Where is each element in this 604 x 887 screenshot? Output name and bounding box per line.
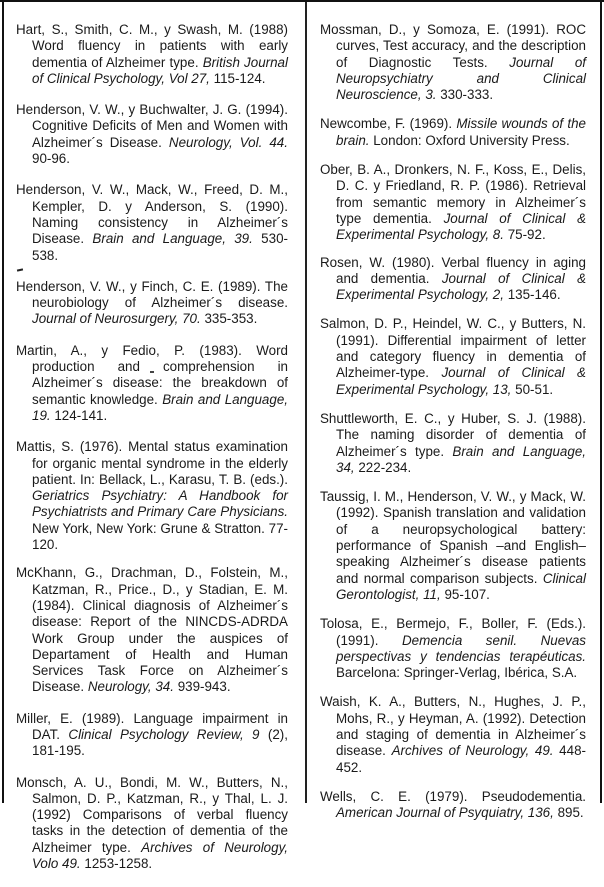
reference-entry: Taussig, I. M., Henderson, V. W., y Mack, W. (1992). Spanish translation and validation of a neuropsychological battery: performance of Spanish –and English– speaking Alzheimer´s disease patients and normal comparison subjects. Clinical Gerontologist, 11, 95-107. [320,489,586,602]
page-border-left [2,2,4,803]
reference-entry: Mossman, D., y Somoza, E. (1991). ROC curves, Test accuracy, and the description of Diagnostic Tests. Journal of Neuropsychiatry and Clinical Neuroscience, 3. 330-333. [320,22,586,103]
left-column [16,22,288,887]
reference-entry: Shuttleworth, E. C., y Huber, S. J. (1988). The naming disorder of dementia of Alzheimer´s type. Brain and Language, 34, 222-234. [320,410,586,475]
page-border-top [0,0,604,2]
reference-entry: Rosen, W. (1980). Verbal fluency in aging and dementia. Journal of Clinical & Experimental Psychology, 2, 135-146. [320,254,586,303]
reference-entry: Henderson, V. W., y Finch, C. E. (1989). The neurobiology of Alzheimer´s disease. Journal of Neurosurgery, 70. 335-353. [16,278,288,327]
right-column [320,22,586,834]
reference-entry: Hart, S., Smith, C. M., y Swash, M. (1988) Word fluency in patients with early dementia of Alzheimer type. British Journal of Clinical Psychology, Vol 27, 115-124. [16,22,288,86]
column-divider [305,2,307,803]
reference-entry: Henderson, V. W., y Buchwalter, J. G. (1994). Cognitive Deficits of Men and Women with Alzheimer´s Disease. Neurology, Vol. 44. 90-96. [16,102,288,167]
reference-entry: McKhann, G., Drachman, D., Folstein, M., Katzman, R., Price., D., y Stadian, E. M. (1984). Clinical diagnosis of Alzheimer´s disease: Report of the NINCDS-ADRDA Work Group under the auspices of Departament of Health and Human Services Task Force on Alzheimer´s Disease. Neurology, 34. 939-943. [16,565,288,695]
reference-entry: Miller, E. (1989). Language impairment in DAT. Clinical Psychology Review, 9 (2), 181-195. [16,710,288,759]
reference-entry: Wells, C. E. (1979). Pseudodementia. American Journal of Psyquiatry, 136, 895. [320,788,586,821]
reference-entry: Monsch, A. U., Bondi, M. W., Butters, N., Salmon, D. P., Katzman, R., y Thal, L. J. (1992) Comparisons of verbal fluency tasks in the detection of dementia of the Alzheimer type. Archives of Neurology, Volo 49. 1253-1258. [16,774,288,872]
reference-entry: Ober, B. A., Dronkers, N. F., Koss, E., Delis, D. C. y Friedland, R. P. (1986). Retrieval from semantic memory in Alzheimer´s type dementia. Journal of Clinical & Experimental Psychology, 8. 75-92. [320,162,586,243]
reference-entry: Tolosa, E., Bermejo, F., Boller, F. (Eds.). (1991). Demencia senil. Nuevas perspectivas y tendencias terapéuticas. Barcelona: Springer-Verlag, Ibérica, S.A. [320,616,586,681]
reference-entry: Waish, K. A., Butters, N., Hughes, J. P., Mohs, R., y Heyman, A. (1992). Detection and staging of dementia in Alzheimer´s disease. Archives of Neurology, 49. 448-452. [320,694,586,775]
page-border-right [600,0,602,803]
reference-entry: Henderson, V. W., Mack, W., Freed, D. M., Kempler, D. y Anderson, S. (1990). Naming consistency in Alzheimer´s Disease. Brain and Language, 39. 530-538. [16,182,288,263]
reference-entry: Newcombe, F. (1969). Missile wounds of the brain. London: Oxford University Press. [320,116,586,148]
reference-entry: Mattis, S. (1976). Mental status examination for organic mental syndrome in the elderly patient. In: Bellack, L., Karasu, T. B. (eds.). Geriatrics Psychiatry: A Handbook for Psychiatrists and Primary Care Physicians. New York, New York: Grune & Stratton. 77-120. [16,439,288,553]
reference-entry: Salmon, D. P., Heindel, W. C., y Butters, N. (1991). Differential impairment of letter and category fluency in dementia of Alzheimer-type. Journal of Clinical & Experimental Psychology, 13, 50-51. [320,316,586,397]
reference-entry: Martin, A., y Fedio, P. (1983). Word production and comprehension in Alzheimer´s disease: the breakdown of semantic knowledge. Brain and Language, 19. 124-141. [16,342,288,423]
